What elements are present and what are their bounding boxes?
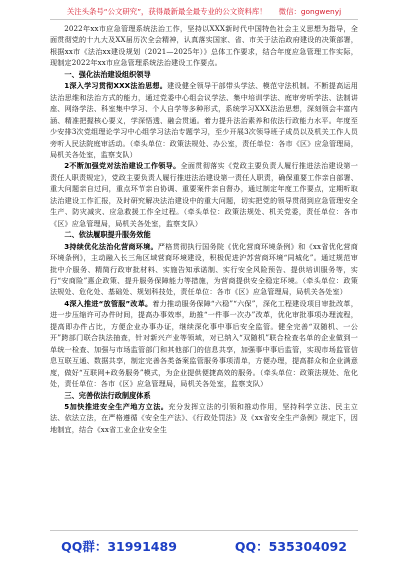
footer-qq: QQ：535304092 bbox=[234, 539, 347, 554]
footer-qq-group: QQ群：31991489 bbox=[61, 539, 177, 554]
footer-divider bbox=[50, 530, 358, 531]
item-1-lead: 1深入学习贯彻XXX法治思想。 bbox=[64, 81, 168, 91]
item-2-body: 全面贯彻落实《党政主要负责人履行推进法治建设第一责任人职责规定》，党政主要负责人履行推进法治建设第一责任人职责，确保重要工作亲自部署、重大问题亲自过问，重点环节亲自协调、重要案件亲自督办，通过制定年度工作要点，定期听取法治建设工作汇报，及时研究解决法治建设中的重大问题，切实把党的领导贯彻到应急管理安全生产、防灾减灾、应急救援工作全过程。（牵头单位：政策法规处、机关党委，责任单位：各市《区》应急管理局，局机关各处室，监察支队） bbox=[50, 161, 358, 228]
section-heading-3: 三、完善依法行政制度体系 bbox=[64, 390, 151, 400]
item-3-lead: 3持续优化法治化营商环境。 bbox=[64, 241, 158, 251]
banner-text: 关注头条号“公文研究”，获得最新最全最专业的公文资料库！ bbox=[66, 7, 267, 16]
item-4-body: 着力推动服务保障“六稳”“六保”，深化工程建设项目审批改革，进一步压缩许可办件时间，提高办事效率，助推“一件事一次办”改革，优化审批事项办理流程，提高即办件占比，方便企业办事办证，继续深化事中事后安全监管。健全完善“双随机、一公开”跨部门联合执法抽查，针对新兴产业等领域，对已纳入“双随机”联合检查名单的企业做到一单统一检查、加强与市场监管部门和其他部门的信息共享，加强事中事后监管，实现市场监管信息互联互通、数据共享，制定完善各类备案监管服务事项清单，方便办理，提高群众和企业满意度，做好“互联网+政务服务”模式，为企业提供便捷高效的服务。（牵头单位：政策法规处、危化处，责任单位：各市《区》应急管理局，局机关各处室，监察支队） bbox=[50, 298, 358, 389]
item-5-body: 充分发挥立法的引领和推动作用，坚持科学立法、民主立法、依法立法，在严格遵循《安全生产法》、《行政处罚法》及《xx省安全生产条例》规定下，因地制宜，结合《xx省工业企业安全生 bbox=[50, 401, 358, 434]
document-body bbox=[50, 23, 358, 526]
item-3-body: 严格贯彻执行国务院《优化营商环境条例》和《xx省优化营商环境条例》，主动融入长三角区域营商环境建设，积极促进沪苏营商环境“同城化”。通过规范审批中介服务、精简行政审批材料、实施告知承诺制、实行安全风险预告、提供培训服务等，实行“安商险”惠企政策、提升服务保障能力等措施，为营商提供安全稳定环境。（牵头单位：政策法规处、危化处、基础处、规划科技处，责任单位：各市《区》应急管理局，局机关各处室） bbox=[50, 241, 358, 297]
item-1-paragraph bbox=[50, 80, 358, 160]
item-5-paragraph bbox=[50, 401, 358, 435]
item-1-body: 建设健全领导干部带头学法、模范守法机制。不断提高运用法治思维和法治方式的能力，通过党委中心组会议学法、集中培训学法、庭审旁听学法、法制讲座、网络学法、科室集中学习、个人自学等多种形式，系统学习XXX法治思想，深刻领会丰富内涵、精准把握核心要义，学深悟透、融会贯通。着力提升法治素养和依法行政能力水平。年度至少安排3次党组理论学习中心组学习法治专题学习，至少开展3次领导班子成员以及机关工作人员旁听人民法院庭审活动。（牵头单位：政策法规处、办公室，责任单位：各市《区》应急管理局，局机关各处室，监察支队） bbox=[50, 81, 358, 159]
item-2-lead: 2不断加强党对法治建设工作领导。 bbox=[64, 161, 181, 171]
intro-paragraph: 2022年xx市应急管理系统法治工作，坚持以XXX新时代中国特色社会主义思想为指导，全面贯彻党的十九大及XX届历次全会精神，认真落实国家、省、市关于法治政府建设的决策部署，根据xx市《法治xx建设规划（2021—2025年）》总体工作要求，结合年度应急管理工作实际，现制定2022年xx市应急管理系统法治建设工作要点。 bbox=[50, 24, 358, 68]
item-2-paragraph bbox=[50, 160, 358, 229]
contact-footer bbox=[0, 537, 408, 555]
section-heading-1: 一、强化法治建设组织领导 bbox=[64, 69, 151, 79]
header-divider bbox=[50, 19, 358, 20]
item-5-lead: 5加快推进安全生产地方立法。 bbox=[64, 401, 169, 411]
item-4-lead: 4深入推进“放管服”改革。 bbox=[64, 298, 153, 308]
item-4-paragraph bbox=[50, 298, 358, 390]
section-heading-2: 二、依法履职提升服务效能 bbox=[64, 230, 151, 240]
banner-wechat: 微信：gongwenyj bbox=[278, 7, 342, 16]
item-3-paragraph bbox=[50, 241, 358, 298]
promo-banner bbox=[0, 6, 408, 17]
